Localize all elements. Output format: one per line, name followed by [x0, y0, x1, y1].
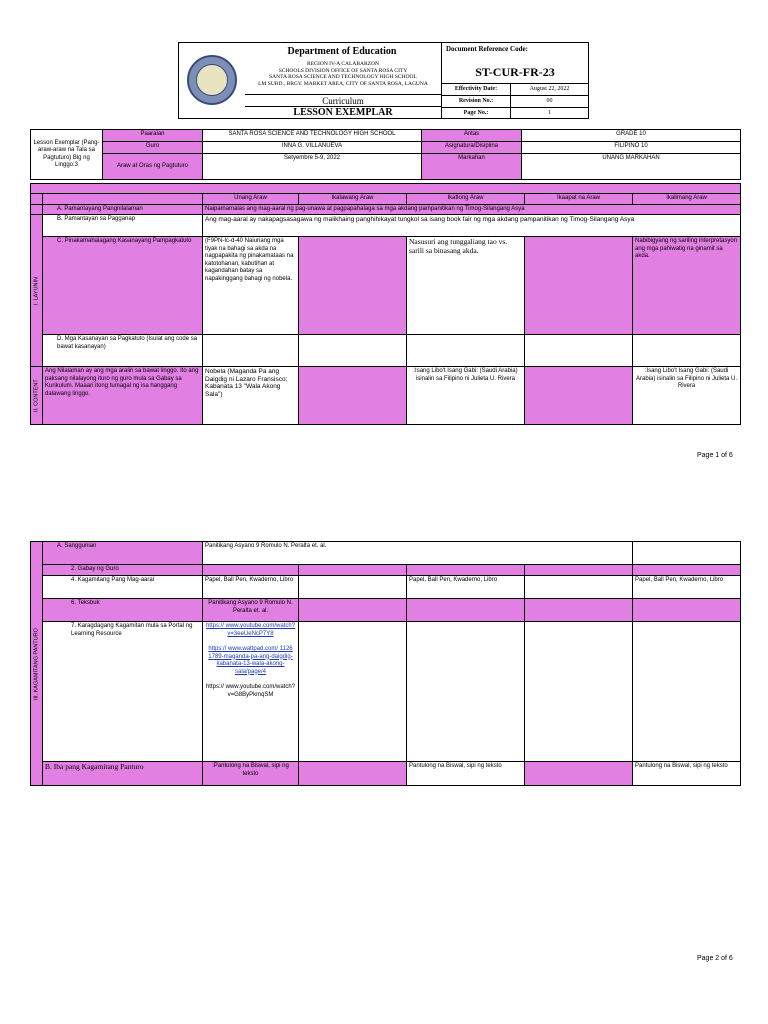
page2-footer: Page 2 of 6 [697, 955, 733, 962]
header-school-block [179, 43, 442, 118]
kagamitan-magaaral-day3: Papel, Ball Pen, Kwaderno, Libro [407, 576, 525, 599]
markahan-label: Markahan [422, 154, 522, 180]
school-line: SANTA ROSA SCIENCE AND TECHNOLOGY HIGH SCHOOL [269, 74, 417, 80]
kagamitan-section-label: III. KAGAMITANG PANTURO [31, 542, 43, 786]
layunin-a-text: Naipamamalas ang mag-aaral ng pag-unawa at pagpapahalaga sa mga akdang pampanitikan ng Timog-Silangang Asya [203, 204, 741, 215]
gabay-guro-day3 [407, 565, 525, 576]
teksbuk-day5 [633, 599, 741, 622]
teksbuk-day1: Panitikang Asyano 9 Romulo N. Peralta et. al. [203, 599, 299, 622]
gabay-guro-day4 [525, 565, 633, 576]
page-label: Page No.: [463, 110, 489, 116]
teksbuk-label: 6. Teksbuk [43, 599, 203, 622]
layunin-d-day4 [525, 335, 633, 367]
teksbuk-day3 [407, 599, 525, 622]
corner-cell [31, 194, 43, 205]
lesson-table-page2 [30, 541, 741, 786]
layunin-c-day2 [299, 237, 407, 335]
kagamitan-magaaral-day1: Papel, Ball Pen, Kwaderno, Libro [203, 576, 299, 599]
kagamitan-magaaral-day2 [299, 576, 407, 599]
iba-pang-day5: Pantulong na Biswal, sipi ng teksto [633, 762, 741, 786]
karagdagang-links [203, 622, 299, 762]
info-table [30, 129, 741, 180]
page-value: 1 [510, 108, 588, 119]
karagdagang-label: 7. Karagdagang Kagamitan mula sa Portal ng Learning Resource [43, 622, 203, 762]
address-line: LM SUBD., BRGY. MARKET AREA, CITY OF SANTA ROSA, LAGUNA [258, 80, 428, 87]
karagdagang-day3 [407, 622, 525, 762]
iba-pang-day2 [299, 762, 407, 786]
effectivity-value: August 22, 2022 [510, 84, 588, 95]
gabay-guro-day2 [299, 565, 407, 576]
content-day3: :Isang Libo't Isang Gabi: (Saudi Arabia) isinalin sa Filipino ni Julieta U. Rivera [407, 367, 525, 425]
spacer-row [31, 184, 741, 194]
teksbuk-day2 [299, 599, 407, 622]
layunin-c-day5: Nabibigyang ng sariling interpretasyon ang mga pahiwatig na ginamit sa akda. [633, 237, 741, 335]
doc-reference-block [442, 43, 588, 118]
layunin-c-day4 [525, 237, 633, 335]
doc-code: ST-CUR-FR-23 [475, 65, 555, 79]
layunin-c-label: C. Pinakamahalagang Kasanayang Pampagkatuto [43, 237, 203, 335]
iba-pang-day3: Pantulong na Biswal, sipi ng teksto [407, 762, 525, 786]
layunin-section-label: I. LAYUNIN [31, 215, 43, 367]
day-header-2: Ikalawang Araw [299, 194, 407, 205]
kagamitan-magaaral-label: 4. Kagamitang Pang Mag-aaral [43, 576, 203, 599]
exemplar-label: Lesson Exemplar (Pang-araw-araw na Tala sa Pagtuturo) Blg ng Linggo:3 [31, 130, 103, 180]
document-header [178, 42, 589, 119]
revision-label: Revision No.: [458, 98, 494, 104]
layunin-b-label: B. Pamantayan sa Pagganap [43, 215, 203, 237]
curriculum-label: Curriculum [245, 94, 441, 106]
asignatura-label: Asignatura/Disiplina [422, 142, 522, 154]
karagdagang-day2 [299, 622, 407, 762]
page1-footer: Page 1 of 6 [697, 452, 733, 459]
layunin-d-day2 [299, 335, 407, 367]
antas-label: Antas [422, 130, 522, 142]
antas-value: GRADE 10 [522, 130, 741, 142]
layunin-b-text: Ang mag-aaral ay nakapagsasagawa ng malikhaing panghihikayat tungkol sa isang book fair ng mga akdang pampanitikan ng Timog-Silangang Asya [203, 215, 741, 237]
lesson-table-page1 [30, 183, 741, 425]
kagamitan-a-label: A. Sanggunian [43, 542, 203, 565]
layunin-d-label: D. Mga Kasanayan sa Pagkatuto (Isulat ang code sa bawat kasanayan) [43, 335, 203, 367]
gabay-guro-day1 [203, 565, 299, 576]
content-day2 [299, 367, 407, 425]
deped-seal-icon [187, 55, 237, 105]
content-intro: Ang Nilalaman ay ang mga aralin sa bawat linggo. Ito ang paksang nilalayong ituro ng guro mula sa Gabay sa Kurikulum. Maaari itong tumagal ng isa hanggang dalawang linggo. [43, 367, 203, 425]
layunin-d-day1 [203, 335, 299, 367]
layunin-d-day3 [407, 335, 525, 367]
day-header-4: Ikaapat na Araw [525, 194, 633, 205]
side-cell [31, 204, 43, 215]
day-header-5: Ikalimang Araw [633, 194, 741, 205]
content-day1: Nobela (Maganda Pa ang Daigdig ni Lazaro Fransisco; Kabanata 13 "Wala Akong Sala") [203, 367, 299, 425]
lesson-exemplar-title: LESSON EXEMPLAR [245, 106, 441, 118]
paaralan-label: Paaralan [103, 130, 203, 142]
content-section-label: II. CONTENT [31, 367, 43, 425]
youtube-link-2[interactable]: https:// www.youtube.com/watch? v=G8ByPkmqSM [205, 684, 296, 698]
layunin-c-day3: Nasusuri ang tunggaliang tao vs. sarili sa binasang akda. [407, 237, 525, 335]
paaralan-value: SANTA ROSA SCIENCE AND TECHNOLOGY HIGH SCHOOL [203, 130, 422, 142]
content-day4 [525, 367, 633, 425]
kagamitan-magaaral-day5: Papel, Ball Pen, Kwaderno, Libro [633, 576, 741, 599]
karagdagang-day5 [633, 622, 741, 762]
asignatura-value: FILIPINO 10 [522, 142, 741, 154]
division-line: SCHOOLS DIVISION OFFICE OF SANTA ROSA CITY [278, 67, 408, 74]
gabay-guro-day5 [633, 565, 741, 576]
iba-pang-day4 [525, 762, 633, 786]
doc-ref-label: Document Reference Code: [446, 45, 528, 53]
effectivity-row [442, 83, 588, 95]
page-row [442, 107, 588, 119]
markahan-value: UNANG MARKAHAN [522, 154, 741, 180]
kagamitan-a-text: Panitikang Asyano 9 Romulo N. Peralta et. al. [203, 542, 633, 565]
youtube-link-1[interactable]: https:// www.youtube.com/watch? v=3eeUeNcP7Y8 [205, 623, 296, 637]
dept-title: Department of Education [287, 46, 397, 57]
effectivity-label: Effectivity Date: [454, 86, 498, 92]
corner-cell [43, 194, 203, 205]
revision-row [442, 95, 588, 107]
layunin-c-day1: (F9PN-Ic-d-40 Naiuriang mga tiyak na bahagi sa akda na nagpapakita ng pinakamataas na katotohanan, kabutihan at kagandahan batay sa napakinggang bahagi ng nobela. [203, 237, 299, 335]
karagdagang-day4 [525, 622, 633, 762]
kagamitan-a-day5 [633, 542, 741, 565]
teksbuk-day4 [525, 599, 633, 622]
region-line: REGION IV-A CALABARZON [307, 61, 379, 67]
layunin-a-label: A. Pamantayang Pangnilalaman [43, 204, 203, 215]
wattpad-link[interactable]: https:// www.wattpad.com/ 1126 1789-maganda-pa-ang-daigdig-kabanata-13-wala-akong-sala/page/4 [208, 646, 293, 675]
day-header-3: Ikatlong Araw [407, 194, 525, 205]
revision-value: 00 [510, 96, 588, 107]
gabay-guro-label: 2. Gabay ng Guro [43, 565, 203, 576]
iba-pang-day1: :Pantulong na Biswal, sipi ng teksto [203, 762, 299, 786]
guro-label: Guro [103, 142, 203, 154]
day-header-1: Unang Araw [203, 194, 299, 205]
layunin-d-day5 [633, 335, 741, 367]
guro-value: INNA G. VILLANUEVA [203, 142, 422, 154]
content-day5: :Isang Libo't Isang Gabi: (Saudi Arabia) isinalin sa Filipino ni Julieta U. Rivera [633, 367, 741, 425]
araw-value: Setyembre 5-9, 2022 [203, 154, 422, 180]
kagamitan-magaaral-day4 [525, 576, 633, 599]
araw-label: Araw at Oras ng Pagtuturo [103, 154, 203, 180]
iba-pang-kagamitan-label: B. Iba pang Kagamitang Panturo [43, 762, 203, 786]
